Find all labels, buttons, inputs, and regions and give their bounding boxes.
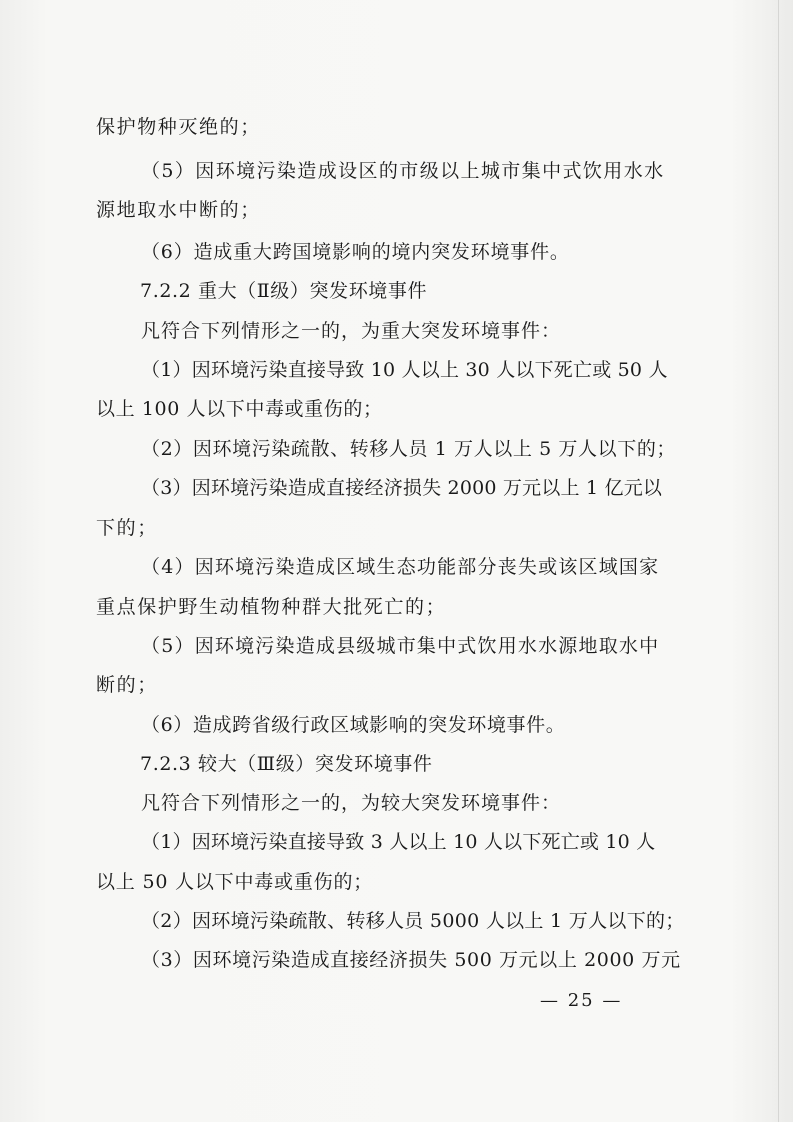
body-text-line: 以上 100 人以下中毒或重伤的； bbox=[96, 398, 383, 420]
body-text-line: 凡符合下列情形之一的，为重大突发环境事件： bbox=[141, 320, 562, 342]
body-text-line: 源地取水中断的； bbox=[96, 199, 261, 221]
body-text-line: 保护物种灭绝的； bbox=[96, 116, 261, 138]
body-text-line: 下的； bbox=[96, 517, 158, 539]
body-text-line: （3）因环境污染造成直接经济损失 500 万元以上 2000 万元 bbox=[141, 949, 681, 971]
page-number: — 25 — bbox=[540, 990, 623, 1011]
body-text-line: （2）因环境污染疏散、转移人员 1 万人以上 5 万人以下的； bbox=[141, 438, 677, 460]
body-text-line: （6）造成跨省级行政区域影响的突发环境事件。 bbox=[141, 714, 566, 736]
body-text-line: （6）造成重大跨国境影响的境内突发环境事件。 bbox=[141, 241, 570, 263]
body-text-line: （5）因环境污染造成县级城市集中式饮用水水源地取水中 bbox=[141, 635, 660, 657]
body-text-line: 以上 50 人以下中毒或重伤的； bbox=[96, 871, 374, 893]
page-edge bbox=[778, 0, 779, 1122]
body-text-line: 凡符合下列情形之一的，为较大突发环境事件： bbox=[141, 792, 562, 814]
section-heading: 7.2.2 重大（Ⅱ级）突发环境事件 bbox=[140, 280, 428, 302]
body-text-line: （2）因环境污染疏散、转移人员 5000 人以上 1 万人以下的； bbox=[141, 910, 685, 932]
body-text-line: 重点保护野生动植物种群大批死亡的； bbox=[96, 596, 447, 618]
body-text-line: （3）因环境污染造成直接经济损失 2000 万元以上 1 亿元以 bbox=[141, 477, 663, 499]
body-text-line: （1）因环境污染直接导致 3 人以上 10 人以下死亡或 10 人 bbox=[141, 831, 656, 853]
section-heading: 7.2.3 较大（Ⅲ级）突发环境事件 bbox=[140, 753, 433, 775]
body-text-line: （5）因环境污染造成设区的市级以上城市集中式饮用水水 bbox=[141, 160, 665, 182]
body-text-line: 断的； bbox=[96, 674, 158, 696]
body-text-line: （1）因环境污染直接导致 10 人以上 30 人以下死亡或 50 人 bbox=[141, 359, 668, 381]
body-text-line: （4）因环境污染造成区域生态功能部分丧失或该区域国家 bbox=[141, 556, 660, 578]
